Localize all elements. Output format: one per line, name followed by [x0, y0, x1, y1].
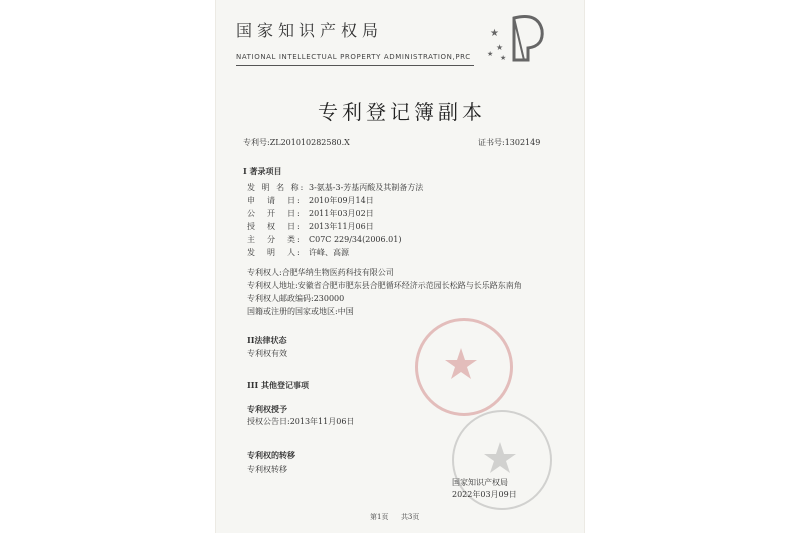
section-3-heading: III 其他登记事项: [247, 380, 310, 390]
field-value: 2011年03月02日: [309, 209, 374, 218]
org-name-cn: 国家知识产权局: [236, 21, 384, 40]
field-row-filing-date: [247, 195, 374, 206]
page-indicator: [370, 512, 419, 522]
svg-text:★: ★: [496, 43, 504, 52]
page-number: 第1页: [370, 513, 389, 521]
svg-text:★: ★: [490, 28, 499, 39]
org-name-en: NATIONAL INTELLECTUAL PROPERTY ADMINISTRATION,PRC: [236, 53, 471, 61]
field-row-title: [247, 182, 423, 193]
holder-postcode: 专利权人邮政编码:230000: [247, 294, 345, 303]
field-value: 2010年09月14日: [309, 196, 374, 205]
header-rule: [236, 65, 474, 66]
patent-number: 专利号:ZL201010282580.X: [243, 138, 350, 147]
field-row-classification: [247, 234, 401, 245]
section-2-heading: II法律状态: [247, 335, 287, 345]
holder-address: 专利权人地址:安徽省合肥市肥东县合肥循环经济示范园长松路与长乐路东南角: [247, 281, 522, 290]
grant-title: 专利权授予: [247, 404, 287, 414]
issuing-office: 国家知识产权局: [452, 478, 508, 487]
field-row-grant-date: [247, 221, 374, 232]
document-title: 专利登记簿副本: [318, 100, 486, 124]
field-label: 发 明 名 称:: [247, 183, 306, 192]
patent-holder: 专利权人:合肥华纳生物医药科技有限公司: [247, 268, 394, 277]
field-row-publication-date: [247, 208, 374, 219]
field-label: 授 权 日:: [247, 222, 302, 231]
section-1-heading: I 著录项目: [243, 166, 282, 176]
field-value: 3-氨基-3-芳基丙酸及其制备方法: [309, 183, 424, 192]
field-value: 2013年11月06日: [309, 222, 374, 231]
transfer-value: 专利权转移: [247, 465, 287, 474]
svg-text:★: ★: [487, 50, 494, 58]
transfer-title: 专利权的转移: [247, 450, 295, 460]
field-label: 主 分 类:: [247, 235, 302, 244]
page-total: 共3页: [400, 513, 420, 521]
field-value: C07C 229/34(2006.01): [309, 235, 402, 244]
legal-status: 专利权有效: [247, 349, 287, 358]
field-label: 公 开 日:: [247, 209, 302, 218]
holder-country: 国籍或注册的国家或地区:中国: [247, 307, 354, 316]
cnipa-logo-icon: [484, 8, 550, 66]
certificate-number: 证书号:1302149: [478, 138, 541, 147]
grant-announcement-date: 授权公告日:2013年11月06日: [247, 417, 355, 426]
field-label: 发 明 人:: [247, 248, 302, 257]
star-icon: [415, 318, 507, 410]
field-row-inventors: [247, 247, 349, 258]
issue-date: 2022年03月09日: [452, 490, 517, 499]
company-seal-stamp: [415, 318, 513, 416]
field-label: 申 请 日:: [247, 196, 302, 205]
svg-text:★: ★: [500, 54, 507, 62]
field-value: 许峰、高源: [309, 248, 349, 257]
